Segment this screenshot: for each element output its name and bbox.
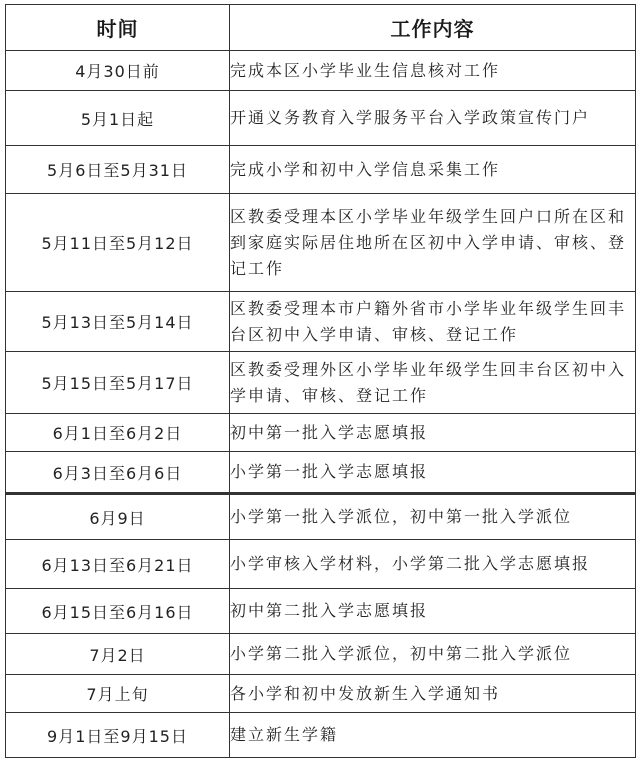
table-row	[6, 146, 636, 194]
schedule-table	[5, 4, 636, 758]
table-row	[6, 414, 636, 452]
task-cell: 建立新生学籍	[230, 713, 636, 758]
table-row	[6, 51, 636, 91]
time-cell: 7月上旬	[6, 675, 230, 713]
table-row	[6, 352, 636, 414]
task-cell: 区教委受理本区小学毕业年级学生回户口所在区和到家庭实际居住地所在区初中入学申请、审核、登记工作	[230, 194, 636, 292]
table-row	[6, 589, 636, 634]
task-cell: 区教委受理本市户籍外省市小学毕业年级学生回丰台区初中入学申请、审核、登记工作	[230, 292, 636, 352]
task-cell: 完成本区小学毕业生信息核对工作	[230, 51, 636, 91]
table-row	[6, 292, 636, 352]
time-cell: 7月2日	[6, 634, 230, 675]
table-row	[6, 91, 636, 146]
time-cell: 5月13日至5月14日	[6, 292, 230, 352]
table-row	[6, 494, 636, 540]
task-cell: 区教委受理外区小学毕业年级学生回丰台区初中入学申请、审核、登记工作	[230, 352, 636, 414]
time-column-header: 时间	[6, 5, 230, 51]
task-cell: 小学审核入学材料，小学第二批入学志愿填报	[230, 540, 636, 589]
task-cell: 小学第一批入学派位，初中第一批入学派位	[230, 494, 636, 540]
task-cell: 小学第二批入学派位，初中第二批入学派位	[230, 634, 636, 675]
table-row	[6, 194, 636, 292]
time-cell: 6月15日至6月16日	[6, 589, 230, 634]
time-cell: 6月13日至6月21日	[6, 540, 230, 589]
time-cell: 9月1日至9月15日	[6, 713, 230, 758]
task-cell: 初中第二批入学志愿填报	[230, 589, 636, 634]
task-cell: 开通义务教育入学服务平台入学政策宣传门户	[230, 91, 636, 146]
schedule-sheet	[5, 4, 635, 758]
task-cell: 小学第一批入学志愿填报	[230, 452, 636, 494]
time-cell: 5月1日起	[6, 91, 230, 146]
table-row	[6, 634, 636, 675]
time-cell: 6月3日至6月6日	[6, 452, 230, 494]
task-column-header: 工作内容	[230, 5, 636, 51]
table-row	[6, 713, 636, 758]
table-row	[6, 452, 636, 494]
time-cell: 5月6日至5月31日	[6, 146, 230, 194]
task-cell: 完成小学和初中入学信息采集工作	[230, 146, 636, 194]
time-cell: 6月9日	[6, 494, 230, 540]
header-row	[6, 5, 636, 51]
task-cell: 初中第一批入学志愿填报	[230, 414, 636, 452]
time-cell: 5月11日至5月12日	[6, 194, 230, 292]
time-cell: 4月30日前	[6, 51, 230, 91]
time-cell: 5月15日至5月17日	[6, 352, 230, 414]
time-cell: 6月1日至6月2日	[6, 414, 230, 452]
task-cell: 各小学和初中发放新生入学通知书	[230, 675, 636, 713]
table-row	[6, 675, 636, 713]
table-row	[6, 540, 636, 589]
